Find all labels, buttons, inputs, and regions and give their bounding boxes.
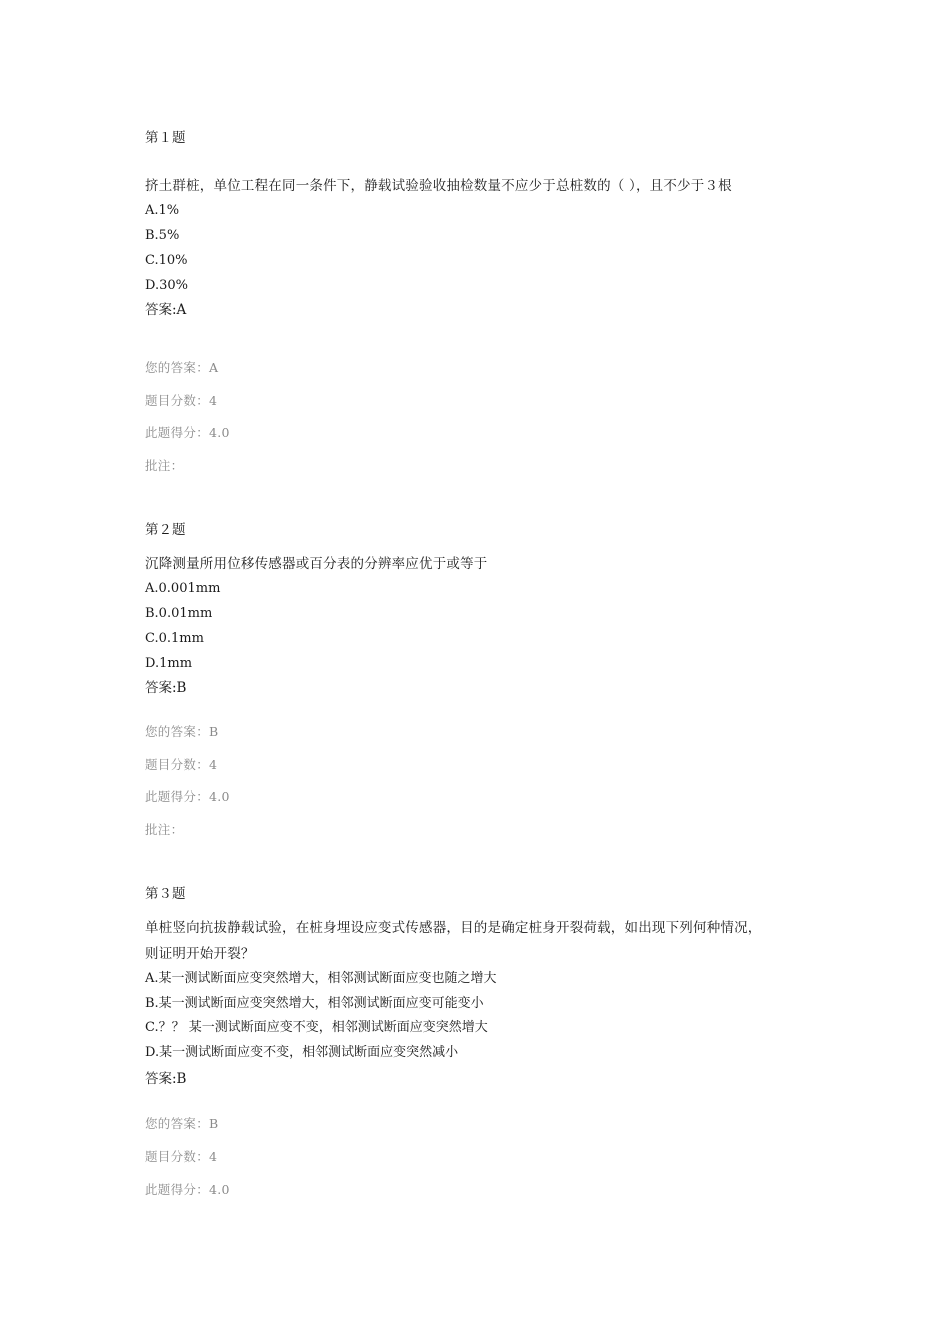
option-a: A.某一测试断面应变突然增大，相邻测试断面应变也随之增大 (145, 971, 497, 986)
your-answer: 您的答案：B (145, 724, 219, 739)
option-d: D.30% (145, 278, 188, 293)
question-score: 题目分数：4 (145, 1149, 218, 1164)
question-stem: 沉降测量所用位移传感器或百分表的分辨率应优于或等于 (145, 556, 488, 572)
comment-label: 批注： (145, 458, 184, 473)
option-c: C.10% (145, 253, 188, 268)
earned-score: 此题得分：4.0 (145, 1182, 230, 1197)
question-stem-line-1: 单桩竖向抗拔静载试验，在桩身埋设应变式传感器，目的是确定桩身开裂荷载，如出现下列何种情况， (145, 920, 762, 936)
option-a: A.0.001mm (145, 581, 221, 596)
correct-answer: 答案:B (145, 1071, 187, 1087)
option-a: A.1% (145, 203, 180, 218)
option-c: C.？？ 某一测试断面应变不变，相邻测试断面应变突然增大 (145, 1020, 488, 1035)
your-answer: 您的答案：A (145, 360, 219, 375)
option-b: B.某一测试断面应变突然增大，相邻测试断面应变可能变小 (145, 996, 484, 1011)
comment-label: 批注： (145, 822, 184, 837)
question-title: 第２题 (145, 522, 186, 538)
earned-score: 此题得分：4.0 (145, 425, 230, 440)
earned-score: 此题得分：4.0 (145, 789, 230, 804)
question-score: 题目分数：4 (145, 393, 218, 408)
option-d: D.某一测试断面应变不变，相邻测试断面应变突然减小 (145, 1045, 459, 1060)
question-title: 第１题 (145, 130, 186, 146)
question-stem: 挤土群桩，单位工程在同一条件下，静载试验验收抽检数量不应少于总桩数的（ ），且不少于３根 (145, 178, 732, 194)
question-title: 第３题 (145, 886, 186, 902)
correct-answer: 答案:B (145, 680, 187, 696)
your-answer: 您的答案：B (145, 1116, 219, 1131)
option-b: B.5% (145, 228, 180, 243)
correct-answer: 答案:A (145, 302, 187, 318)
option-b: B.0.01mm (145, 606, 213, 621)
option-d: D.1mm (145, 656, 193, 671)
question-stem-line-2: 则证明开始开裂？ (145, 946, 255, 962)
question-score: 题目分数：4 (145, 757, 218, 772)
option-c: C.0.1mm (145, 631, 204, 646)
